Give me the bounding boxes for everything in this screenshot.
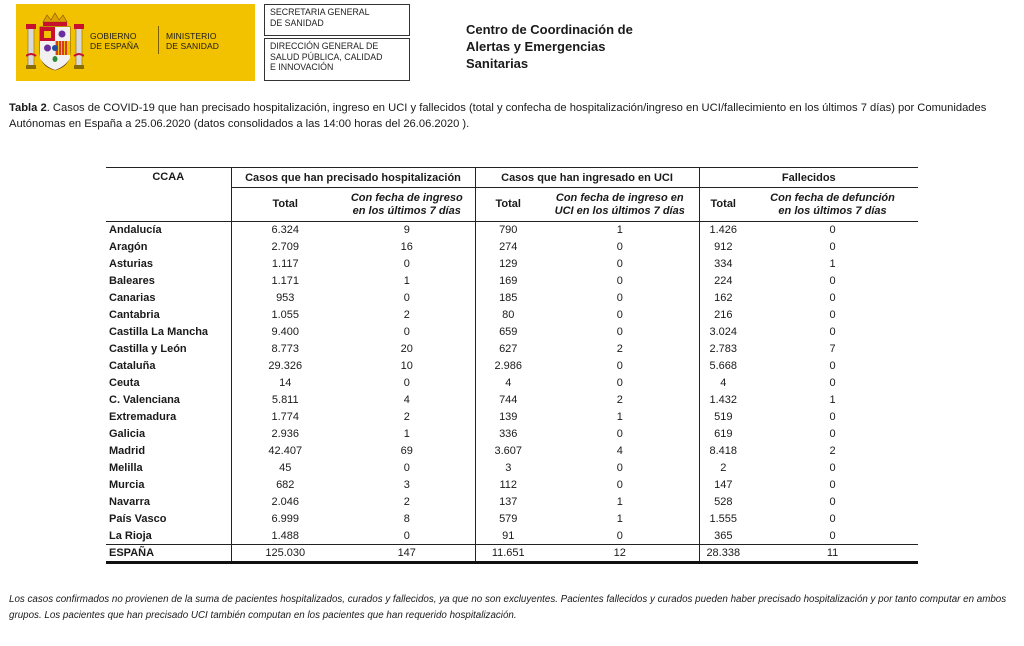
region-name-cell: Cantabria [109, 309, 160, 321]
region-name-cell: Murcia [109, 479, 145, 491]
value-cell: 2 [403, 496, 410, 508]
value-cell: 365 [699, 528, 747, 545]
value-cell: 1 [403, 428, 410, 440]
region-name-cell: ESPAÑA [106, 545, 231, 563]
value-cell: 10 [400, 360, 413, 372]
fallecidos-group-header: Fallecidos [699, 168, 918, 188]
region-name-cell: Extremadura [109, 411, 177, 423]
value-cell: 0 [616, 529, 623, 542]
value-cell: 1 [616, 224, 623, 237]
value-cell: 1.488 [231, 528, 339, 545]
ministry-label: MINISTERIO DE SANIDAD [166, 31, 219, 51]
value-cell: 1.774 [231, 409, 339, 426]
government-label: GOBIERNO DE ESPAÑA [90, 31, 139, 51]
value-cell: 1 [616, 513, 623, 525]
value-cell: 682 [231, 477, 339, 494]
value-cell: 0 [403, 292, 410, 304]
region-name-cell: Aragón [109, 241, 148, 253]
value-cell: 1 [829, 394, 836, 406]
value-cell: 0 [616, 479, 623, 491]
value-cell: 0 [616, 241, 623, 253]
value-cell: 0 [829, 377, 836, 389]
value-cell: 9 [403, 224, 410, 237]
table-row [106, 290, 918, 307]
value-cell: 1.426 [699, 222, 747, 239]
value-cell: 5.811 [231, 392, 339, 409]
ccaa-header: CCAA [106, 168, 231, 222]
value-cell: 91 [475, 528, 541, 545]
value-cell: 0 [829, 292, 836, 304]
hospitalizacion-group-header: Casos que han precisado hospitalización [231, 168, 475, 188]
value-cell: 147 [339, 545, 475, 563]
value-cell: 2 [403, 411, 410, 423]
data-table-container [106, 167, 918, 564]
value-cell: 2 [616, 343, 623, 355]
value-cell: 619 [699, 426, 747, 443]
value-cell: 334 [699, 256, 747, 273]
region-name-cell: Galicia [109, 428, 146, 440]
footnote: Los casos confirmados no provienen de la suma de pacientes hospitalizados, curados y fallecidos, ya que no son excluyentes. Pacientes fallecidos y curados pueden haber precisado hospitalización y por tanto computar en ambos grupos. Los pacientes que han precisado UCI también computan en los pacientes que han requerido hospitalización. [9, 594, 1007, 621]
value-cell: 125.030 [231, 545, 339, 563]
direccion-general-box: DIRECCIÓN GENERAL DE SALUD PÚBLICA, CALIDAD E INNOVACIÓN [264, 38, 410, 81]
value-cell: 185 [475, 290, 541, 307]
region-name-cell: Baleares [109, 275, 155, 287]
value-cell: 0 [616, 377, 623, 389]
value-cell: 12 [541, 545, 699, 563]
ccaa-data-table [106, 167, 918, 564]
value-cell: 1 [829, 258, 836, 270]
value-cell: 4 [475, 375, 541, 392]
value-cell: 0 [829, 411, 836, 423]
table-row [106, 358, 918, 375]
value-cell: 579 [475, 511, 541, 528]
value-cell: 4 [403, 394, 410, 406]
value-cell: 1.555 [699, 511, 747, 528]
value-cell: 912 [699, 239, 747, 256]
secretaria-box: SECRETARIA GENERAL DE SANIDAD [264, 4, 410, 36]
table-row [106, 324, 918, 341]
value-cell: 0 [829, 529, 836, 542]
value-cell: 2 [699, 460, 747, 477]
value-cell: 0 [616, 462, 623, 474]
value-cell: 137 [475, 494, 541, 511]
value-cell: 3 [403, 479, 410, 491]
table-body [106, 222, 918, 563]
value-cell: 1 [616, 496, 623, 508]
table-row [106, 392, 918, 409]
value-cell: 129 [475, 256, 541, 273]
value-cell: 11 [747, 545, 918, 563]
value-cell: 1.432 [699, 392, 747, 409]
value-cell: 274 [475, 239, 541, 256]
centro-coordinacion-title: Centro de Coordinación de Alertas y Emergencias Sanitarias [466, 22, 633, 71]
value-cell: 519 [699, 409, 747, 426]
value-cell: 0 [829, 224, 836, 237]
table-row [106, 409, 918, 426]
region-name-cell: Navarra [109, 496, 150, 508]
fall-7d-header: Con fecha de defunción en los últimos 7 días [747, 188, 918, 222]
value-cell: 0 [403, 258, 410, 270]
value-cell: 28.338 [699, 545, 747, 563]
value-cell: 224 [699, 273, 747, 290]
region-name-cell: Canarias [109, 292, 156, 304]
value-cell: 6.999 [231, 511, 339, 528]
value-cell: 0 [829, 326, 836, 338]
value-cell: 8.773 [231, 341, 339, 358]
value-cell: 45 [231, 460, 339, 477]
value-cell: 0 [829, 513, 836, 525]
value-cell: 42.407 [231, 443, 339, 460]
value-cell: 0 [403, 326, 410, 338]
table-row [106, 528, 918, 545]
value-cell: 0 [829, 241, 836, 253]
caption-label: Tabla 2 [9, 102, 47, 114]
value-cell: 8 [403, 513, 410, 525]
table-row [106, 307, 918, 324]
coat-of-arms-icon [26, 12, 84, 74]
value-cell: 1.117 [231, 256, 339, 273]
region-name-cell: Castilla La Mancha [109, 326, 209, 338]
region-name-cell: Madrid [109, 445, 146, 457]
value-cell: 2.936 [231, 426, 339, 443]
value-cell: 0 [829, 496, 836, 508]
table-row [106, 341, 918, 358]
uci-total-header: Total [475, 188, 541, 222]
value-cell: 20 [400, 343, 413, 355]
value-cell: 29.326 [231, 358, 339, 375]
value-cell: 2 [616, 394, 623, 406]
value-cell: 0 [616, 360, 623, 372]
value-cell: 0 [403, 529, 410, 542]
value-cell: 2 [403, 309, 410, 321]
value-cell: 0 [616, 309, 623, 321]
fall-total-header: Total [699, 188, 747, 222]
value-cell: 139 [475, 409, 541, 426]
value-cell: 1 [403, 275, 410, 287]
value-cell: 1.171 [231, 273, 339, 290]
region-name-cell: Melilla [109, 462, 143, 474]
value-cell: 0 [616, 326, 623, 338]
region-name-cell: C. Valenciana [109, 394, 180, 406]
value-cell: 169 [475, 273, 541, 290]
table-row [106, 222, 918, 239]
value-cell: 3.024 [699, 324, 747, 341]
value-cell: 0 [829, 462, 836, 474]
value-cell: 336 [475, 426, 541, 443]
total-row [106, 545, 918, 563]
value-cell: 16 [400, 241, 413, 253]
value-cell: 0 [829, 360, 836, 372]
caption-text: . Casos de COVID-19 que han precisado hospitalización, ingreso en UCI y fallecidos (total y confecha de hospitalización/ingreso en UCI/fallecimiento en los últimos 7 días) por Comunidades Autónomas en España a 25.06.2020 (datos consolidados a las 14:00 horas del 26.06.2020 ). [9, 102, 987, 130]
hosp-7d-header: Con fecha de ingreso en los últimos 7 días [339, 188, 475, 222]
value-cell: 3 [475, 460, 541, 477]
region-name-cell: Ceuta [109, 377, 140, 389]
value-cell: 4 [699, 375, 747, 392]
region-name-cell: Asturias [109, 258, 154, 270]
hosp-total-header: Total [231, 188, 339, 222]
value-cell: 11.651 [475, 545, 541, 563]
value-cell: 8.418 [699, 443, 747, 460]
table-row [106, 494, 918, 511]
table-row [106, 460, 918, 477]
value-cell: 0 [616, 258, 623, 270]
government-banner [16, 4, 255, 81]
value-cell: 0 [829, 479, 836, 491]
region-name-cell: Castilla y León [109, 343, 187, 355]
value-cell: 0 [829, 309, 836, 321]
value-cell: 1 [616, 411, 623, 423]
value-cell: 2 [829, 445, 836, 457]
value-cell: 0 [403, 462, 410, 474]
value-cell: 14 [231, 375, 339, 392]
value-cell: 5.668 [699, 358, 747, 375]
value-cell: 3.607 [475, 443, 541, 460]
value-cell: 627 [475, 341, 541, 358]
table-row [106, 511, 918, 528]
uci-7d-header: Con fecha de ingreso en UCI en los últimos 7 días [541, 188, 699, 222]
value-cell: 744 [475, 392, 541, 409]
table-row [106, 273, 918, 290]
table-row [106, 477, 918, 494]
table-row [106, 443, 918, 460]
value-cell: 162 [699, 290, 747, 307]
value-cell: 216 [699, 307, 747, 324]
value-cell: 9.400 [231, 324, 339, 341]
region-name-cell: La Rioja [109, 529, 152, 542]
value-cell: 2.986 [475, 358, 541, 375]
value-cell: 790 [475, 222, 541, 239]
value-cell: 2.046 [231, 494, 339, 511]
value-cell: 4 [616, 445, 623, 457]
value-cell: 0 [616, 275, 623, 287]
value-cell: 2.709 [231, 239, 339, 256]
table-row [106, 256, 918, 273]
value-cell: 0 [403, 377, 410, 389]
value-cell: 147 [699, 477, 747, 494]
uci-group-header: Casos que han ingresado en UCI [475, 168, 699, 188]
value-cell: 0 [829, 275, 836, 287]
table-caption [9, 100, 1009, 132]
value-cell: 0 [616, 292, 623, 304]
table-row [106, 426, 918, 443]
region-name-cell: Cataluña [109, 360, 156, 372]
value-cell: 1.055 [231, 307, 339, 324]
value-cell: 80 [475, 307, 541, 324]
region-name-cell: País Vasco [109, 513, 167, 525]
value-cell: 2.783 [699, 341, 747, 358]
table-row [106, 375, 918, 392]
value-cell: 659 [475, 324, 541, 341]
value-cell: 112 [475, 477, 541, 494]
region-name-cell: Andalucía [109, 224, 162, 237]
value-cell: 6.324 [231, 222, 339, 239]
value-cell: 7 [829, 343, 836, 355]
value-cell: 0 [616, 428, 623, 440]
value-cell: 69 [400, 445, 413, 457]
value-cell: 528 [699, 494, 747, 511]
banner-divider [158, 26, 159, 54]
table-row [106, 239, 918, 256]
value-cell: 953 [231, 290, 339, 307]
value-cell: 0 [829, 428, 836, 440]
